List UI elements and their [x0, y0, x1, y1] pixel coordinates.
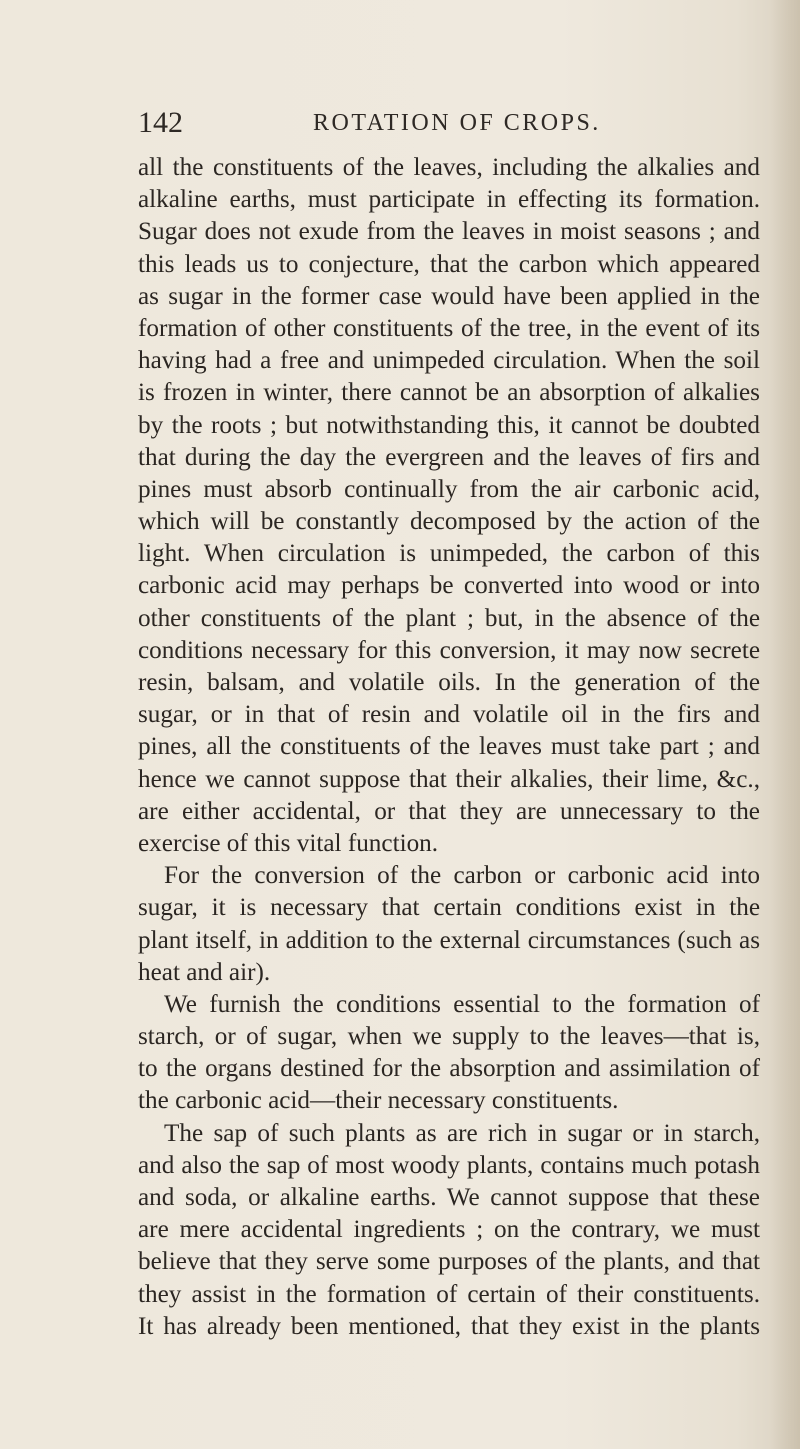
text-line: heat and air).: [138, 958, 271, 986]
text-line: they assist in the formation of certain of their constituents.: [138, 1280, 760, 1308]
text-line: which will be constantly decomposed by the action of the: [138, 508, 760, 536]
text-line: carbonic acid may perhaps be converted into wood or into: [138, 572, 760, 600]
body-text: [138, 152, 760, 1343]
text-line: plant itself, in addition to the external circumstances (such as: [138, 926, 760, 954]
text-line: to the organs destined for the absorption and assimilation of: [138, 1055, 760, 1083]
text-line: and also the sap of most woody plants, contains much potash: [138, 1151, 760, 1179]
running-title: ROTATION OF CROPS.: [313, 110, 601, 136]
text-line: pines, all the constituents of the leaves must take part ; and: [138, 733, 760, 761]
text-line: this leads us to conjecture, that the carbon which appeared: [138, 250, 760, 278]
text-line: For the conversion of the carbon or carbonic acid into: [164, 862, 760, 890]
text-line: believe that they serve some purposes of the plants, and that: [138, 1248, 760, 1276]
text-line: conditions necessary for this conversion, it may now secrete: [138, 636, 760, 664]
page-edge-shadow: [770, 0, 800, 1449]
text-line: other constituents of the plant ; but, in the absence of the: [138, 604, 760, 632]
text-line: exercise of this vital function.: [138, 829, 439, 857]
text-line: It has already been mentioned, that they exist in the plants: [138, 1312, 760, 1340]
text-line: light. When circulation is unimpeded, the carbon of this: [138, 540, 760, 568]
text-line: is frozen in winter, there cannot be an absorption of alkalies: [138, 379, 760, 407]
text-line: are either accidental, or that they are unnecessary to the: [138, 797, 760, 825]
text-line: formation of other constituents of the tree, in the event of its: [138, 314, 760, 342]
text-line: resin, balsam, and volatile oils. In the generation of the: [138, 669, 760, 696]
page-header: [138, 106, 760, 146]
text-line: starch, or of sugar, when we supply to the leaves—that is,: [138, 1023, 760, 1051]
text-line: are mere accidental ingredients ; on the contrary, we must: [138, 1216, 760, 1244]
text-line: by the roots ; but notwithstanding this, it cannot be doubted: [138, 411, 760, 439]
page-number: 142: [138, 106, 183, 139]
text-line: and soda, or alkaline earths. We cannot suppose that these: [138, 1184, 760, 1211]
text-line: hence we cannot suppose that their alkalies, their lime, &c.,: [138, 765, 760, 793]
text-line: all the constituents of the leaves, including the alkalies and: [138, 154, 760, 181]
text-line: having had a free and unimpeded circulation. When the soil: [138, 347, 760, 375]
text-line: Sugar does not exude from the leaves in moist seasons ; and: [138, 218, 760, 246]
text-line: We furnish the conditions essential to the formation of: [164, 990, 760, 1018]
text-line: that during the day the evergreen and the leaves of firs and: [138, 443, 760, 471]
text-line: sugar, or in that of resin and volatile oil in the firs and: [138, 701, 760, 729]
text-line: alkaline earths, must participate in effecting its formation.: [138, 186, 760, 214]
text-line: The sap of such plants as are rich in sugar or in starch,: [164, 1119, 760, 1147]
text-line: sugar, it is necessary that certain conditions exist in the: [138, 894, 760, 922]
text-line: pines must absorb continually from the air carbonic acid,: [138, 475, 760, 503]
text-line: as sugar in the former case would have been applied in the: [138, 282, 760, 310]
text-line: the carbonic acid—their necessary constituents.: [138, 1087, 619, 1115]
